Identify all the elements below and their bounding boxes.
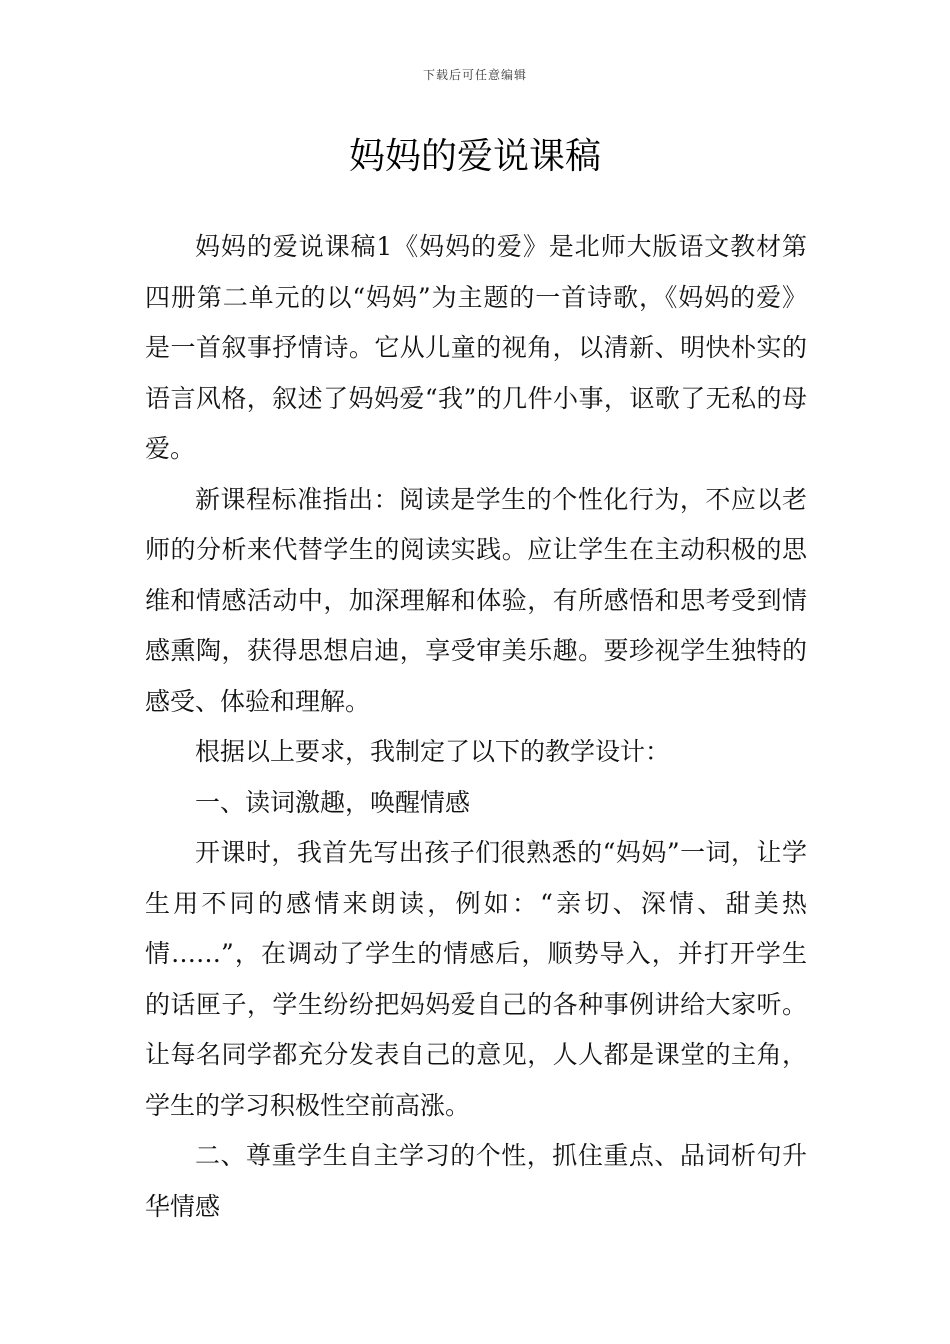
document-title: 妈妈的爱说课稿 bbox=[348, 136, 601, 177]
document-body bbox=[145, 222, 807, 1232]
paragraph-intro: 妈妈的爱说课稿1《妈妈的爱》是北师大版语文教材第四册第二单元的以“妈妈”为主题的一首诗歌，《妈妈的爱》是一首叙事抒情诗。它从儿童的视角，以清新、明快朴实的语言风格，叙述了妈妈爱“我”的几件小事，讴歌了无私的母爱。 bbox=[145, 232, 807, 463]
paragraph-design: 根据以上要求，我制定了以下的教学设计： bbox=[195, 737, 671, 766]
paragraph-curriculum: 新课程标准指出：阅读是学生的个性化行为，不应以老师的分析来代替学生的阅读实践。应让学生在主动积极的思维和情感活动中，加深理解和体验，有所感悟和思考受到情感熏陶，获得思想启迪，享受审美乐趣。要珍视学生独特的感受、体验和理解。 bbox=[145, 484, 807, 716]
section-heading-2: 二、尊重学生自主学习的个性，抓住重点、品词析句升华情感 bbox=[145, 1141, 807, 1221]
paragraph-section-1: 开课时，我首先写出孩子们很熟悉的“妈妈”一词，让学生用不同的感情来朗读，例如：“亲切、深情、甜美热情……”，在调动了学生的情感后，顺势导入，并打开学生的话匣子，学生纷纷把妈妈爱自己的各种事例讲给大家听。让每名同学都充分发表自己的意见，人人都是课堂的主角，学生的学习积极性空前高涨。 bbox=[145, 838, 807, 1120]
section-heading-1: 一、读词激趣，唤醒情感 bbox=[195, 787, 471, 817]
header-note: 下载后可任意编辑 bbox=[422, 68, 527, 82]
